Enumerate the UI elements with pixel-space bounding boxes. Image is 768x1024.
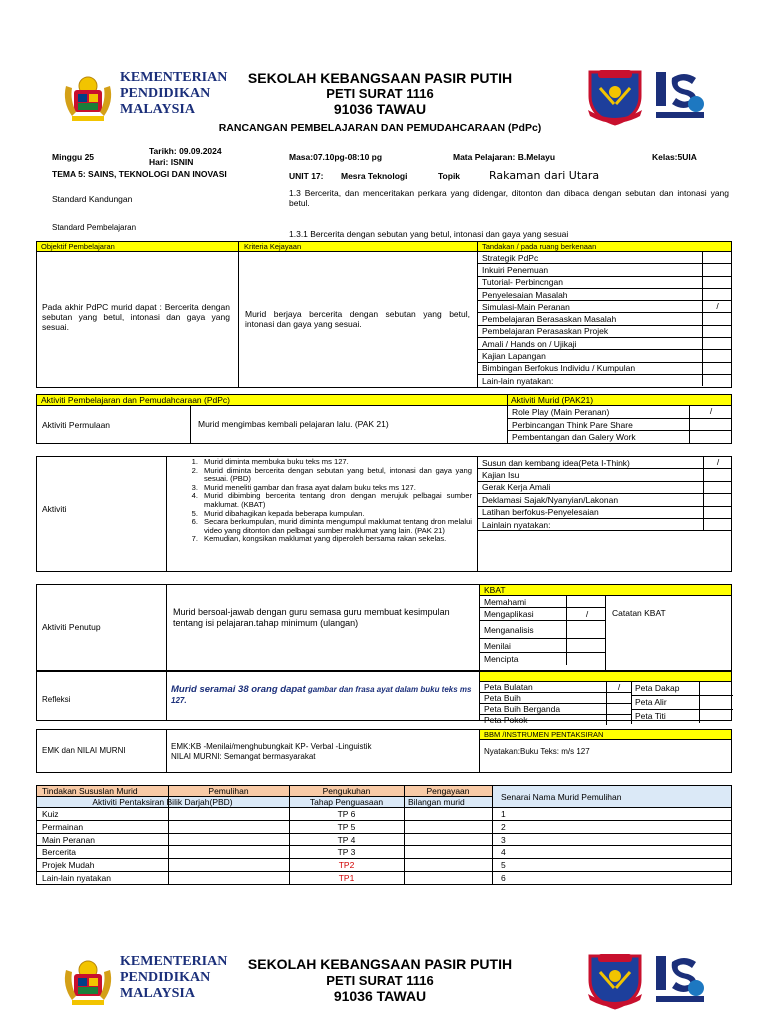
peta-left-mark[interactable]: [606, 704, 631, 714]
footer-ministry-line-1: KEMENTERIAN: [120, 954, 228, 969]
ministry-logo: [58, 66, 228, 126]
tarikh: Tarikh: 09.09.2024: [149, 146, 222, 156]
step-text: Murid meneliti gambar dan frasa ayat dalam buku teks ms 127.: [204, 482, 416, 492]
pak21-b-label: Deklamasi Sajak/Nyanyian/Lakonan: [482, 494, 619, 505]
pbd-number: 5: [501, 860, 506, 871]
step-text: Murid dibahagikan kepada beberapa kumpulan.: [204, 508, 365, 518]
postcode: 91036 TAWAU: [333, 101, 427, 117]
footer-is25-icon: [652, 952, 708, 1008]
kbat-label: Menganalisis: [484, 624, 534, 635]
masa: Masa:07.10pg-08:10 pg: [289, 152, 383, 162]
strategi-mark[interactable]: [702, 252, 732, 263]
pbd-aktiviti: Permainan: [42, 821, 84, 832]
footer-po-box: PETI SURAT 1116: [326, 973, 434, 988]
pak21-a-mark[interactable]: /: [689, 406, 732, 418]
kbat-row: [480, 621, 606, 639]
pak21-b-label: Kajian Isu: [482, 470, 520, 481]
pak21-b-row: [478, 519, 732, 531]
peta-left-row: [480, 704, 631, 715]
step-number: 4.: [191, 491, 198, 501]
unit: UNIT 17:: [289, 171, 324, 181]
kbat-mark[interactable]: [566, 596, 607, 607]
strategi-label: Tutorial- Perbincngan: [482, 277, 563, 288]
pbd-aktiviti: Lain-lain nyatakan: [42, 872, 111, 883]
pbd-row: [36, 834, 732, 847]
aktiviti-label: Aktiviti: [42, 504, 67, 514]
footer-ministry-line-2: PENDIDIKAN: [120, 970, 211, 985]
pbd-aktiviti: Bercerita: [42, 847, 77, 858]
step-number: 5.: [191, 508, 198, 518]
ministry-line-3: MALAYSIA: [120, 102, 195, 117]
objektif-header: Objektif Pembelajaran: [41, 242, 115, 251]
pbd-row: [36, 821, 732, 834]
step-number: 3.: [191, 482, 198, 492]
po-box: PETI SURAT 1116: [326, 86, 434, 101]
pak21-b-label: Latihan berfokus-Penyelesaian: [482, 507, 599, 518]
mata-pelajaran: Mata Pelajaran: B.Melayu: [453, 152, 556, 162]
peta-left-row: [480, 682, 631, 693]
footer-school-badge: [584, 950, 646, 1010]
kbat-row: [480, 653, 606, 666]
pak21-b-mark[interactable]: [703, 494, 732, 505]
step-number: 1.: [191, 457, 198, 466]
pbd-tp: TP 4: [337, 834, 356, 845]
pak21-header: Aktiviti Murid (PAK21): [511, 395, 594, 405]
refleksi-label: Refleksi: [42, 695, 71, 704]
peta-right-mark[interactable]: [699, 710, 734, 723]
step-item: [176, 467, 472, 484]
pak21-b-row: [478, 494, 732, 506]
step-item: [176, 535, 472, 544]
pak21-b-row: [478, 482, 732, 494]
refleksi-end: .: [184, 695, 187, 705]
penutup-label: Aktiviti Penutup: [42, 622, 101, 632]
peta-left-mark[interactable]: [606, 693, 631, 703]
peta-right-row: [632, 696, 733, 710]
peta-left-label: Peta Bulatan: [484, 682, 533, 692]
kbat-label: Menilai: [484, 640, 511, 651]
peta-left-mark[interactable]: [606, 715, 631, 725]
hari: Hari: ISNIN: [149, 157, 194, 167]
peta-left-label: Peta Pokok: [484, 715, 528, 725]
strategi-row: [478, 289, 732, 301]
footer-school-badge-icon: [584, 950, 646, 1010]
ministry-line-1: KEMENTERIAN: [120, 70, 228, 85]
peta-right-list: [631, 682, 733, 724]
strategi-list: [478, 252, 732, 387]
objektif-text: Pada akhir PdPC murid dapat : Bercerita dengan sebutan yang betul, intonasi dan gaya yang sesuai.: [42, 302, 230, 332]
kbat-header: KBAT: [484, 585, 506, 595]
school-badge-icon: [584, 66, 646, 126]
step-number: 2.: [191, 465, 198, 475]
tahap-header: Tahap Penguasaan: [309, 797, 384, 807]
kbat-label: Mencipta: [484, 654, 519, 664]
peta-right-row: [632, 710, 733, 724]
bilangan-header: Bilangan murid: [408, 797, 465, 807]
pbd-rows: [36, 808, 732, 885]
aktiviti-pbd-header: Aktiviti Pentaksiran Bilik Darjah(PBD): [92, 797, 233, 807]
pak21-b-mark[interactable]: [703, 507, 732, 518]
school-name: SEKOLAH KEBANGSAAN PASIR PUTIH: [247, 70, 513, 86]
step-item: [176, 492, 472, 509]
kbat-mark[interactable]: [566, 621, 607, 638]
pak21-a-row: [508, 431, 732, 444]
pbd-number: 3: [501, 834, 506, 845]
is25-icon: [652, 68, 708, 124]
pbd-aktiviti: Projek Mudah: [42, 860, 95, 871]
kbat-mark[interactable]: [566, 639, 607, 652]
kbat-label: Memahami: [484, 596, 527, 607]
sp-text: 1.3.1 Bercerita dengan sebutan yang betul, intonasi dan gaya yang sesuai: [289, 229, 569, 239]
strategi-row: [478, 350, 732, 362]
peta-right-mark[interactable]: [699, 682, 734, 695]
pbd-aktiviti: Kuiz: [42, 809, 59, 819]
refleksi-text: [171, 684, 473, 706]
peta-left-mark[interactable]: /: [606, 682, 631, 692]
strategi-row: [478, 326, 732, 338]
pak21-list-a: [508, 406, 732, 444]
peta-left-list: [480, 682, 631, 726]
pak21-a-label: Perbincangan Think Pare Share: [512, 419, 633, 430]
permulaan-text: Murid mengimbas kembali pelajaran lalu. (PAK 21): [198, 419, 389, 429]
strategi-row: [478, 363, 732, 375]
strategi-label: Simulasi-Main Peranan: [482, 301, 570, 312]
permulaan-label: Aktiviti Permulaan: [42, 420, 111, 430]
pak21-b-mark[interactable]: [703, 469, 732, 480]
strategi-mark[interactable]: [702, 338, 732, 349]
pak21-b-label: Gerak Kerja Amali: [482, 482, 551, 493]
peta-right-row: [632, 682, 733, 696]
pak21-a-label: Pembentangan dan Galery Work: [512, 432, 636, 443]
strategi-mark[interactable]: [702, 277, 732, 288]
pbd-row: [36, 872, 732, 885]
emk-label: EMK dan NILAI MURNI: [42, 746, 126, 755]
footer-ministry-logo: [58, 950, 228, 1010]
pbd-tp: TP1: [338, 872, 355, 883]
peta-right-label: Peta Dakap: [635, 683, 680, 693]
kbat-row: [480, 608, 606, 621]
pak21-b-row: [478, 457, 732, 469]
footer-school-name: SEKOLAH KEBANGSAAN PASIR PUTIH: [247, 956, 513, 972]
pbd-tp: TP 3: [337, 847, 356, 858]
pbd-number: 1: [501, 809, 506, 819]
strategi-label: Bimbingan Berfokus Individu / Kumpulan: [482, 363, 636, 374]
unit-name: Mesra Teknologi: [341, 171, 408, 181]
kbat-row: [480, 596, 606, 608]
pak21-a-row: [508, 419, 732, 432]
strategi-label: Strategik PdPc: [482, 252, 539, 263]
minggu: Minggu 25: [52, 152, 95, 162]
strategi-mark[interactable]: [702, 326, 732, 337]
tindakan-header: Tindakan Sususlan Murid: [42, 786, 138, 796]
pbd-number: 4: [501, 847, 506, 858]
strategi-label: Pembelajaran Perasaskan Projek: [482, 326, 609, 337]
strategi-row: [478, 301, 732, 313]
strategi-row: [478, 264, 732, 276]
peta-right-mark[interactable]: [699, 696, 734, 709]
peta-left-row: [480, 693, 631, 704]
step-item: [176, 518, 472, 535]
strategi-row: [478, 252, 732, 264]
kriteria-text: Murid berjaya bercerita dengan sebutan yang betul, intonasi dan gaya yang sesuai.: [245, 309, 470, 329]
strategi-mark[interactable]: /: [702, 301, 732, 312]
strategi-mark[interactable]: [702, 350, 732, 361]
pak21-b-label: Susun dan kembang idea(Peta I-Think): [482, 457, 630, 468]
pak21-a-row: [508, 406, 732, 419]
bbm-text: Nyatakan:Buku Teks: m/s 127: [484, 747, 590, 756]
pak21-b-mark[interactable]: [703, 519, 732, 530]
strategi-label: Pembelajaran Berasaskan Masalah: [482, 314, 617, 325]
pemulihan-header: Pemulihan: [208, 786, 249, 796]
emk-line-1: EMK:KB -Menilai/menghubungkait KP- Verbal -Linguistik: [171, 742, 372, 751]
strategi-mark[interactable]: [702, 375, 732, 386]
step-number: 7.: [191, 534, 198, 544]
strategi-label: Penyelesaian Masalah: [482, 289, 568, 300]
catatan-kbat: Catatan KBAT: [612, 608, 666, 618]
pbd-tp: TP 5: [337, 821, 356, 832]
topik-label: Topik: [438, 171, 461, 181]
pak21-b-mark[interactable]: [703, 482, 732, 493]
peta-right-label: Peta Titi: [635, 711, 666, 721]
penutup-text: Murid bersoal-jawab dengan guru semasa guru membuat kesimpulan tentang isi pelajaran.tahap minimum (ulangan): [173, 607, 450, 628]
tandakan-header: Tandakan / pada ruang berkenaan: [482, 242, 597, 251]
pengayaan-header: Pengayaan: [426, 786, 470, 796]
emk-line-2: NILAI MURNI: Semangat bermasyarakat: [171, 752, 316, 761]
step-text: Murid diminta membuka buku teks ms 127.: [204, 457, 349, 466]
footer-is25-logo: [652, 952, 708, 1008]
sp-label: Standard Pembelajaran: [52, 223, 137, 232]
pak21-a-label: Role Play (Main Peranan): [512, 406, 610, 417]
step-text: Murid diminta bercerita dengan sebutan yang betul, intonasi dan gaya yang sesuai. (PBD): [204, 465, 472, 484]
footer-ministry-line-3: MALAYSIA: [120, 986, 195, 1001]
pak21-b-mark[interactable]: /: [703, 457, 732, 468]
pak21-a-mark[interactable]: [689, 419, 732, 431]
pbd-number: 2: [501, 821, 506, 832]
ministry-line-2: PENDIDIKAN: [120, 86, 211, 101]
strategi-label: Lain-lain nyatakan:: [482, 375, 554, 386]
strategi-label: Amali / Hands on / Ujikaji: [482, 338, 577, 349]
senarai-header: Senarai Nama Murid Pemulihan: [501, 792, 622, 802]
strategi-row: [478, 313, 732, 325]
kbat-label: Mengaplikasi: [484, 609, 534, 619]
pak21-list-b: [478, 457, 732, 531]
pbd-aktiviti: Main Peranan: [42, 834, 95, 845]
pak21-b-label: Lainlain nyatakan:: [482, 519, 551, 530]
pak21-b-row: [478, 469, 732, 481]
steps-list: [176, 458, 472, 544]
refleksi-rest: gambar dan frasa ayat dalam buku teks ms 127: [171, 685, 472, 705]
step-text: Murid dibimbing bercerita tentang dron dengan merujuk pelbagai sumber maklumat. (KBAT): [204, 491, 472, 509]
tema: TEMA 5: SAINS, TEKNOLOGI DAN INOVASI: [52, 169, 227, 179]
is25-logo: [652, 68, 708, 124]
pak21-a-mark[interactable]: [689, 431, 732, 443]
strategi-mark[interactable]: [702, 363, 732, 374]
peta-left-label: Peta Buih: [484, 693, 521, 703]
bbm-header: BBM /INSTRUMEN PENTAKSIRAN: [484, 730, 604, 739]
pbd-row: [36, 846, 732, 859]
strategi-mark[interactable]: [702, 264, 732, 275]
step-number: 6.: [191, 517, 198, 527]
pbd-tp: TP2: [338, 860, 355, 871]
strategi-row: [478, 277, 732, 289]
pak21-b-row: [478, 507, 732, 519]
kelas: Kelas:5UIA: [652, 152, 697, 162]
footer-postcode: 91036 TAWAU: [333, 988, 427, 1004]
kbat-mark[interactable]: /: [566, 608, 607, 620]
kbat-row: [480, 639, 606, 653]
pdpc-header: Aktiviti Pembelajaran dan Pemudahcaraan (PdPc): [41, 395, 230, 405]
pbd-tp: TP 6: [337, 809, 356, 819]
topik: Rakaman dari Utara: [489, 169, 600, 182]
coat-of-arms-icon: [58, 66, 118, 126]
pbd-number: 6: [501, 872, 506, 883]
kbat-mark[interactable]: [566, 653, 607, 665]
pengukuhan-header: Pengukuhan: [322, 786, 371, 796]
pbd-row: [36, 859, 732, 872]
footer-coat-of-arms-icon: [58, 950, 118, 1010]
strategi-label: Inkuiri Penemuan: [482, 264, 549, 275]
refleksi-main: Murid seramai 38 orang dapat: [171, 684, 306, 695]
sk-label: Standard Kandungan: [52, 194, 133, 204]
peta-left-row: [480, 715, 631, 726]
strategi-row: [478, 375, 732, 387]
plan-title: RANCANGAN PEMBELAJARAN DAN PEMUDAHCARAAN (PdPc): [218, 122, 542, 134]
strategi-label: Kajian Lapangan: [482, 351, 546, 362]
pbd-row: [36, 808, 732, 821]
kbat-list: [480, 596, 606, 666]
step-text: Kemudian, kongsikan maklumat yang diperoleh bersama rakan sekelas.: [204, 534, 447, 544]
school-badge: [584, 66, 646, 126]
peta-left-label: Peta Buih Berganda: [484, 704, 561, 714]
strategi-mark[interactable]: [702, 289, 732, 300]
kriteria-header: Kriteria Kejayaan: [244, 242, 302, 251]
strategi-row: [478, 338, 732, 350]
step-text: Secara berkumpulan, murid diminta mengumpul maklumat tentang dron melalui video yang ditonton dan pelbagai sumber maklumat yang lain. (PAK 21): [204, 517, 472, 535]
peta-right-label: Peta Alir: [635, 697, 667, 707]
strategi-mark[interactable]: [702, 313, 732, 324]
sk-text: 1.3 Bercerita, dan menceritakan perkara yang didengar, ditonton dan dibaca dengan sebutan dan intonasi yang betul.: [289, 188, 729, 208]
